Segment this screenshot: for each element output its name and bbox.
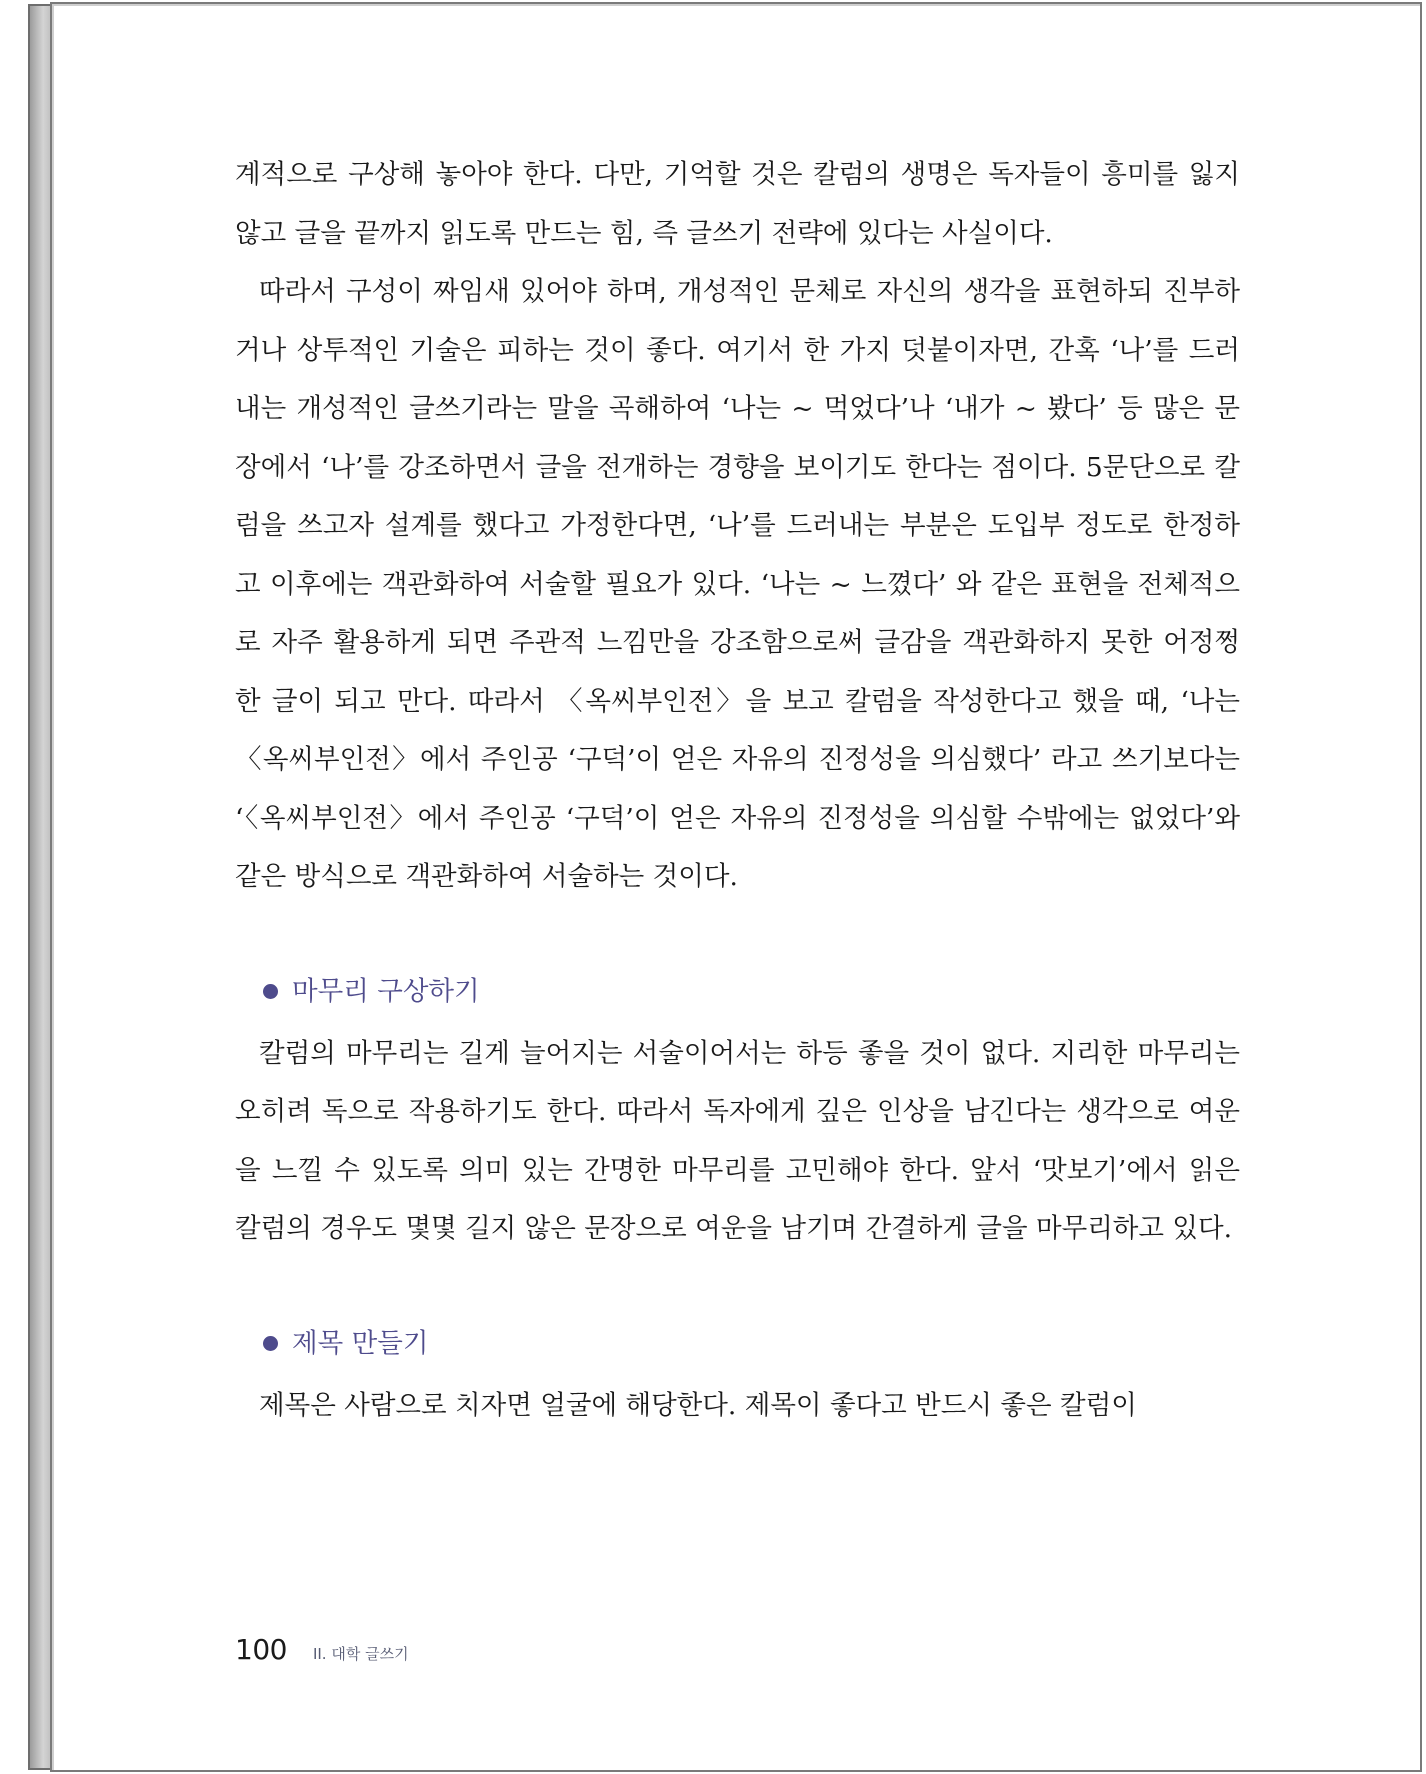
section-heading-label: 마무리 구상하기	[292, 975, 480, 1007]
bullet-icon	[263, 984, 278, 999]
bullet-icon	[263, 1336, 278, 1351]
body-paragraph-1: 계적으로 구상해 놓아야 한다. 다만, 기억할 것은 칼럼의 생명은 독자들이 흥미를 잃지 않고 글을 끝까지 읽도록 만드는 힘, 즉 글쓰기 전략에 있다는 사실이다.	[235, 159, 1240, 249]
section-heading-title	[263, 1319, 1240, 1369]
running-head: II. 대학 글쓰기	[312, 1645, 409, 1663]
title-paragraph: 제목은 사람으로 치자면 얼굴에 해당한다. 제목이 좋다고 반드시 좋은 칼럼이	[259, 1389, 1137, 1421]
page-footer	[235, 1633, 409, 1666]
book-page-edge	[28, 4, 52, 1770]
closing-paragraph: 칼럼의 마무리는 길게 늘어지는 서술이어서는 하등 좋을 것이 없다. 지리한 마무리는 오히려 독으로 작용하기도 한다. 따라서 독자에게 깊은 인상을 남긴다는 생각으로 여운을 느낄 수 있도록 의미 있는 간명한 마무리를 고민해야 한다. 앞서 ‘맛보기’에서 읽은 칼럼의 경우도 몇몇 길지 않은 문장으로 여운을 남기며 간결하게 글을 마무리하고 있다.	[235, 1037, 1240, 1244]
page-content	[235, 146, 1240, 1435]
section-heading-label: 제목 만들기	[292, 1327, 429, 1359]
section-heading-closing	[263, 967, 1240, 1017]
body-paragraph-2: 따라서 구성이 짜임새 있어야 하며, 개성적인 문체로 자신의 생각을 표현하되 진부하거나 상투적인 기술은 피하는 것이 좋다. 여기서 한 가지 덧붙이자면, 간혹 ‘나’를 드러내는 개성적인 글쓰기라는 말을 곡해하여 ‘나는 ~ 먹었다’나 ‘내가 ~ 봤다’ 등 많은 문장에서 ‘나’를 강조하면서 글을 전개하는 경향을 보이기도 한다는 점이다. 5문단으로 칼럼을 쓰고자 설계를 했다고 가정한다면, ‘나’를 드러내는 부분은 도입부 정도로 한정하고 이후에는 객관화하여 서술할 필요가 있다. ‘나는 ~ 느꼈다’ 와 같은 표현을 전체적으로 자주 활용하게 되면 주관적 느낌만을 강조함으로써 글감을 객관화하지 못한 어정쩡한 글이 되고 만다. 따라서 〈옥씨부인전〉을 보고 칼럼을 작성한다고 했을 때, ‘나는 〈옥씨부인전〉에서 주인공 ‘구덕’이 얻은 자유의 진정성을 의심했다’ 라고 쓰기보다는 ‘〈옥씨부인전〉에서 주인공 ‘구덕’이 얻은 자유의 진정성을 의심할 수밖에는 없었다’와 같은 방식으로 객관화하여 서술하는 것이다.	[235, 276, 1240, 892]
page-number: 100	[235, 1633, 287, 1666]
